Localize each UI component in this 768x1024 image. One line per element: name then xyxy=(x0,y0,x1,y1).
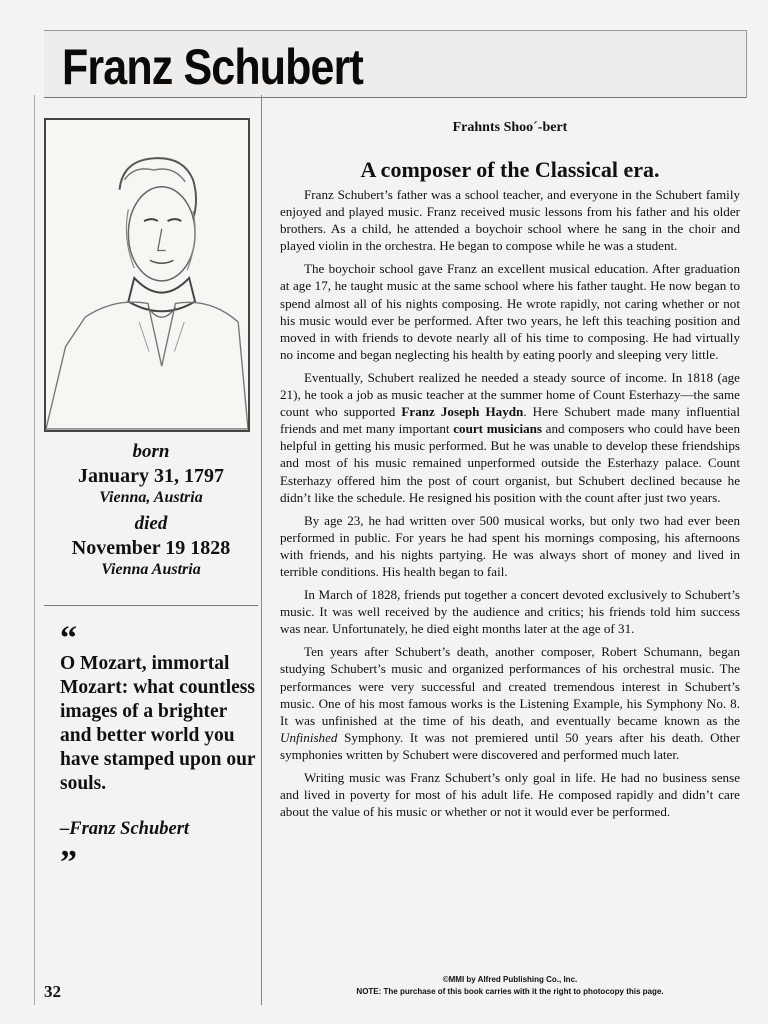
paragraph: The boychoir school gave Franz an excellent musical education. After graduation at age 17, he taught music at the same school where his father taught. He now began to spend almost all of his nights composing. He wrote rapidly, not caring whether or not his music would ever be performed. After two years, he left this teaching position and moved in with friends to devote nearly all of his time to composing. He had virtually no income and began neglecting his health by eating poorly and sleeping very little. xyxy=(280,261,740,362)
paragraph: By age 23, he had written over 500 musical works, but only two had ever been performed in public. For years he had spent his mornings composing, his afternoons with friends, and his nights partying. He was always short of money and lived in terrible conditions. His health began to fail. xyxy=(280,512,740,579)
quote-box xyxy=(44,605,258,1006)
footer xyxy=(280,974,740,998)
died-place: Vienna Austria xyxy=(101,561,201,578)
born-place: Vienna, Austria xyxy=(99,489,203,506)
copyright-notice: ©MMI by Alfred Publishing Co., Inc. xyxy=(442,975,578,984)
article-heading: A composer of the Classical era. xyxy=(360,157,660,182)
pronunciation: Frahnts Shoo´-bert xyxy=(452,120,568,135)
paragraph: Ten years after Schubert’s death, another composer, Robert Schumann, began studying Schubert’s music and organized performances of his orchestral music. The performances were very successful and created tremendous interest in Schubert’s music. One of his most famous works is the Listening Example, his Symphony No. 8. It was unfinished at the time of his death, and eventually became known as the Unfinished Symphony. It was not premiered until 50 years after his death. Other symphonies written by Schubert were discovered and performed much later. xyxy=(280,644,740,762)
bio-box xyxy=(44,440,258,584)
open-quote-icon: “ xyxy=(60,620,77,657)
died-date: November 19 1828 xyxy=(71,537,231,559)
quote-attribution: –Franz Schubert xyxy=(60,819,190,839)
born-date: January 31, 1797 xyxy=(77,465,225,487)
page-number: 32 xyxy=(44,982,61,1001)
paragraph: Franz Schubert’s father was a school teacher, and everyone in the Schubert family enjoyed and played music. Franz received music lessons from his father and his older brothers. As a child, he attended a boychoir school where he sang in the choir and played violin in the orchestra. He began to compose while he was a student. xyxy=(280,187,740,254)
paragraph: Writing music was Franz Schubert’s only goal in life. He had no business sense and lived in poverty for most of his adult life. He composed rapidly and didn’t care about the value of his music or whether or not it would ever be performed. xyxy=(280,770,740,820)
born-label: born xyxy=(132,441,170,462)
paragraph: Eventually, Schubert realized he needed a steady source of income. In 1818 (age 21), he took a job as music teacher at the summer home of Count Esterhazy—the same count who supported Franz Joseph Haydn. Here Schubert made many influential friends and met many important court musicians and composers who could have been helpful in getting his music performed. But he was unable to develop these friendships and most of his music remained unperformed outside the Esterhazy palace. Count Esterhazy offered him the post of court organist, but Schubert declined because he didn’t like the schedule. He resigned his position with the count after just two years. xyxy=(280,369,741,505)
paragraph: In March of 1828, friends put together a concert devoted exclusively to Schubert’s music. It was well received by the audience and critics; his friends told him success was near. Unfortunately, he died eight months later at the age of 31. xyxy=(280,587,740,637)
article-body xyxy=(280,186,740,826)
quote-text: O Mozart, immortal Mozart: what countless images of a brighter and better world you have stamped upon our souls. xyxy=(60,653,256,794)
died-label: died xyxy=(134,513,168,534)
page-title: Franz Schubert xyxy=(62,39,363,95)
photocopy-note: NOTE: The purchase of this book carries with it the right to photocopy this page. xyxy=(356,987,664,996)
close-quote-icon: ” xyxy=(60,844,77,881)
portrait-image xyxy=(44,118,250,432)
portrait-sketch-icon xyxy=(46,120,248,430)
